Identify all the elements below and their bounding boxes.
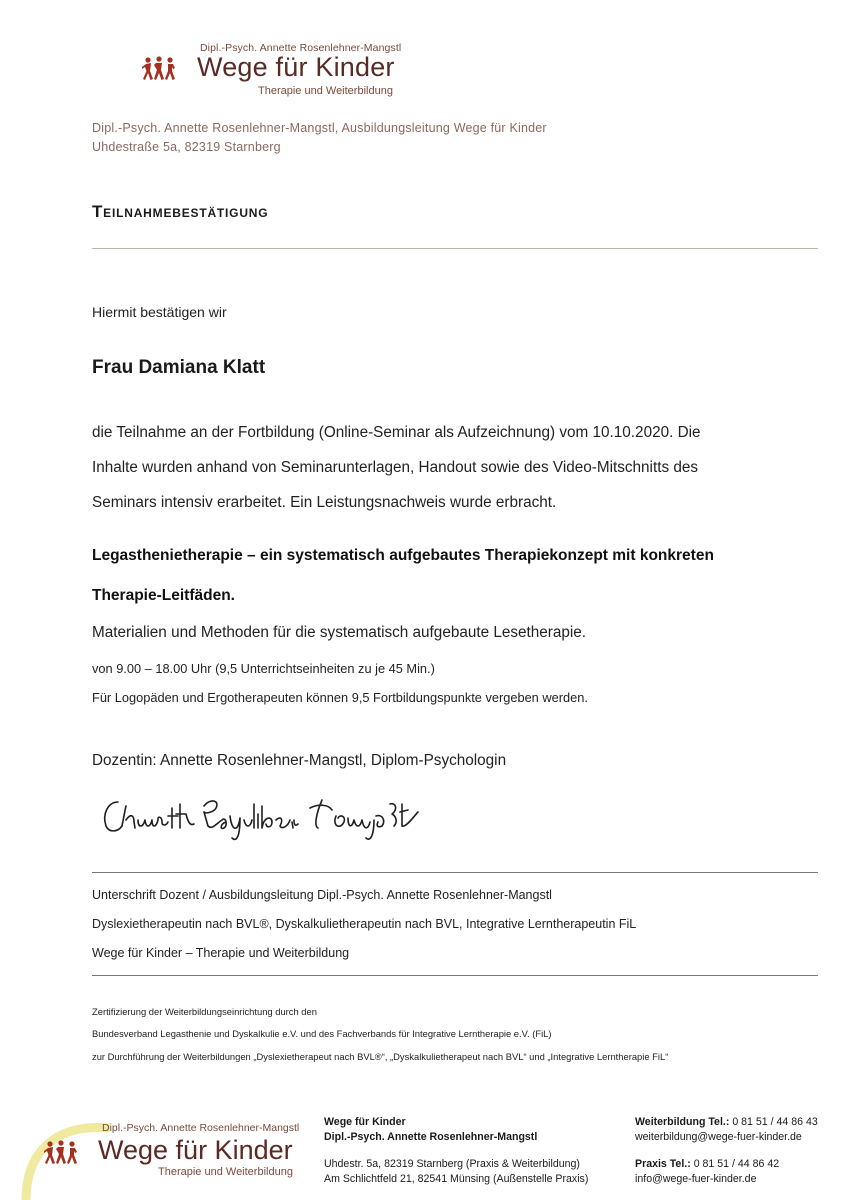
title-divider (92, 248, 818, 249)
paragraph-line: die Teilnahme an der Fortbildung (Online-Seminar als Aufzeichnung) vom 10.10.2020. Die (92, 424, 701, 441)
footer-address-1: Uhdestr. 5a, 82319 Starnberg (Praxis & Weiterbildung) (324, 1158, 580, 1170)
header-logo (142, 42, 432, 106)
points-line: Für Logopäden und Ergotherapeuten können 9,5 Fortbildungspunkte vergeben werden. (92, 690, 588, 705)
course-title-line-1: Legasthenietherapie – ein systematisch aufgebautes Therapiekonzept mit konkreten (92, 547, 714, 564)
signature-caption-2: Dyslexietherapeutin nach BVL®, Dyskalkulietherapeutin nach BVL, Integrative Lerntherapeutin FiL (92, 917, 637, 931)
footer-praxis-phone: 0 81 51 / 44 86 42 (690, 1158, 780, 1170)
footer-address-block (324, 1115, 588, 1186)
paragraph-line: Seminars intensiv erarbeitet. Ein Leistungsnachweis wurde erbracht. (92, 494, 557, 511)
participant-name: Frau Damiana Klatt (92, 357, 266, 378)
footer-contact-block (635, 1115, 818, 1186)
lecturer-line: Dozentin: Annette Rosenlehner-Mangstl, Diplom-Psychologin (92, 752, 507, 769)
course-subtitle: Materialien und Methoden für die systematisch aufgebaute Lesetherapie. (92, 624, 587, 641)
footer-logo-brand-name: Wege für Kinder (98, 1135, 293, 1165)
footer-address-2: Am Schlichtfeld 21, 82541 Münsing (Außenstelle Praxis) (324, 1172, 589, 1185)
footer-logo-caption: Dipl.-Psych. Annette Rosenlehner-Mangstl (102, 1122, 300, 1134)
sender-line-2: Uhdestraße 5a, 82319 Starnberg (92, 140, 281, 154)
footer-weiterbildung-email[interactable]: weiterbildung@wege-fuer-kinder.de (635, 1130, 802, 1143)
footer-praxis-email[interactable]: info@wege-fuer-kinder.de (635, 1172, 757, 1185)
logo-subtitle: Therapie und Weiterbildung (258, 85, 393, 97)
logo-caption: Dipl.-Psych. Annette Rosenlehner-Mangstl (200, 42, 402, 54)
sender-line-1: Dipl.-Psych. Annette Rosenlehner-Mangstl, Ausbildungsleitung Wege für Kinder (92, 121, 547, 135)
footer-logo (44, 1122, 324, 1186)
footer-org-person: Dipl.-Psych. Annette Rosenlehner-Mangstl (324, 1130, 538, 1143)
certification-line-1: Zertifizierung der Weiterbildungseinrichtung durch den (92, 1006, 317, 1017)
signature-image (96, 786, 426, 844)
certification-divider (92, 975, 818, 976)
certification-line-3: zur Durchführung der Weiterbildungen „Dyslexietherapeut nach BVL®“, „Dyskalkulietherapeut nach BVL“ und „Integrative Lerntherapie FiL“ (92, 1051, 669, 1062)
certification-line-2: Bundesverband Legasthenie und Dyskalkulie e.V. und des Fachverbands für Integrative Lerntherapie e.V. (FiL) (92, 1028, 552, 1039)
children-figures-icon (44, 1140, 78, 1166)
signature-caption-1: Unterschrift Dozent / Ausbildungsleitung Dipl.-Psych. Annette Rosenlehner-Mangstl (92, 888, 552, 902)
logo-brand-name: Wege für Kinder (197, 52, 395, 82)
document-title: Teilnahmebestätigung (92, 202, 269, 221)
intro-text: Hiermit bestätigen wir (92, 304, 227, 320)
footer-logo-subtitle: Therapie und Weiterbildung (158, 1166, 293, 1178)
footer-praxis-label: Praxis Tel.: (635, 1158, 691, 1170)
footer-weiterbildung-phone: 0 81 51 / 44 86 43 (729, 1116, 818, 1128)
time-line: von 9.00 – 18.00 Uhr (9,5 Unterrichtseinheiten zu je 45 Min.) (92, 661, 435, 676)
footer-weiterbildung-label: Weiterbildung Tel.: (635, 1116, 730, 1128)
course-title-line-2: Therapie-Leitfäden. (92, 587, 235, 604)
children-figures-icon (142, 56, 176, 82)
paragraph-line: Inhalte wurden anhand von Seminarunterlagen, Handout sowie des Video-Mitschnitts des (92, 459, 699, 476)
footer-org-name: Wege für Kinder (324, 1116, 406, 1128)
signature-caption-3: Wege für Kinder – Therapie und Weiterbildung (92, 946, 350, 960)
signature-line (92, 872, 818, 873)
